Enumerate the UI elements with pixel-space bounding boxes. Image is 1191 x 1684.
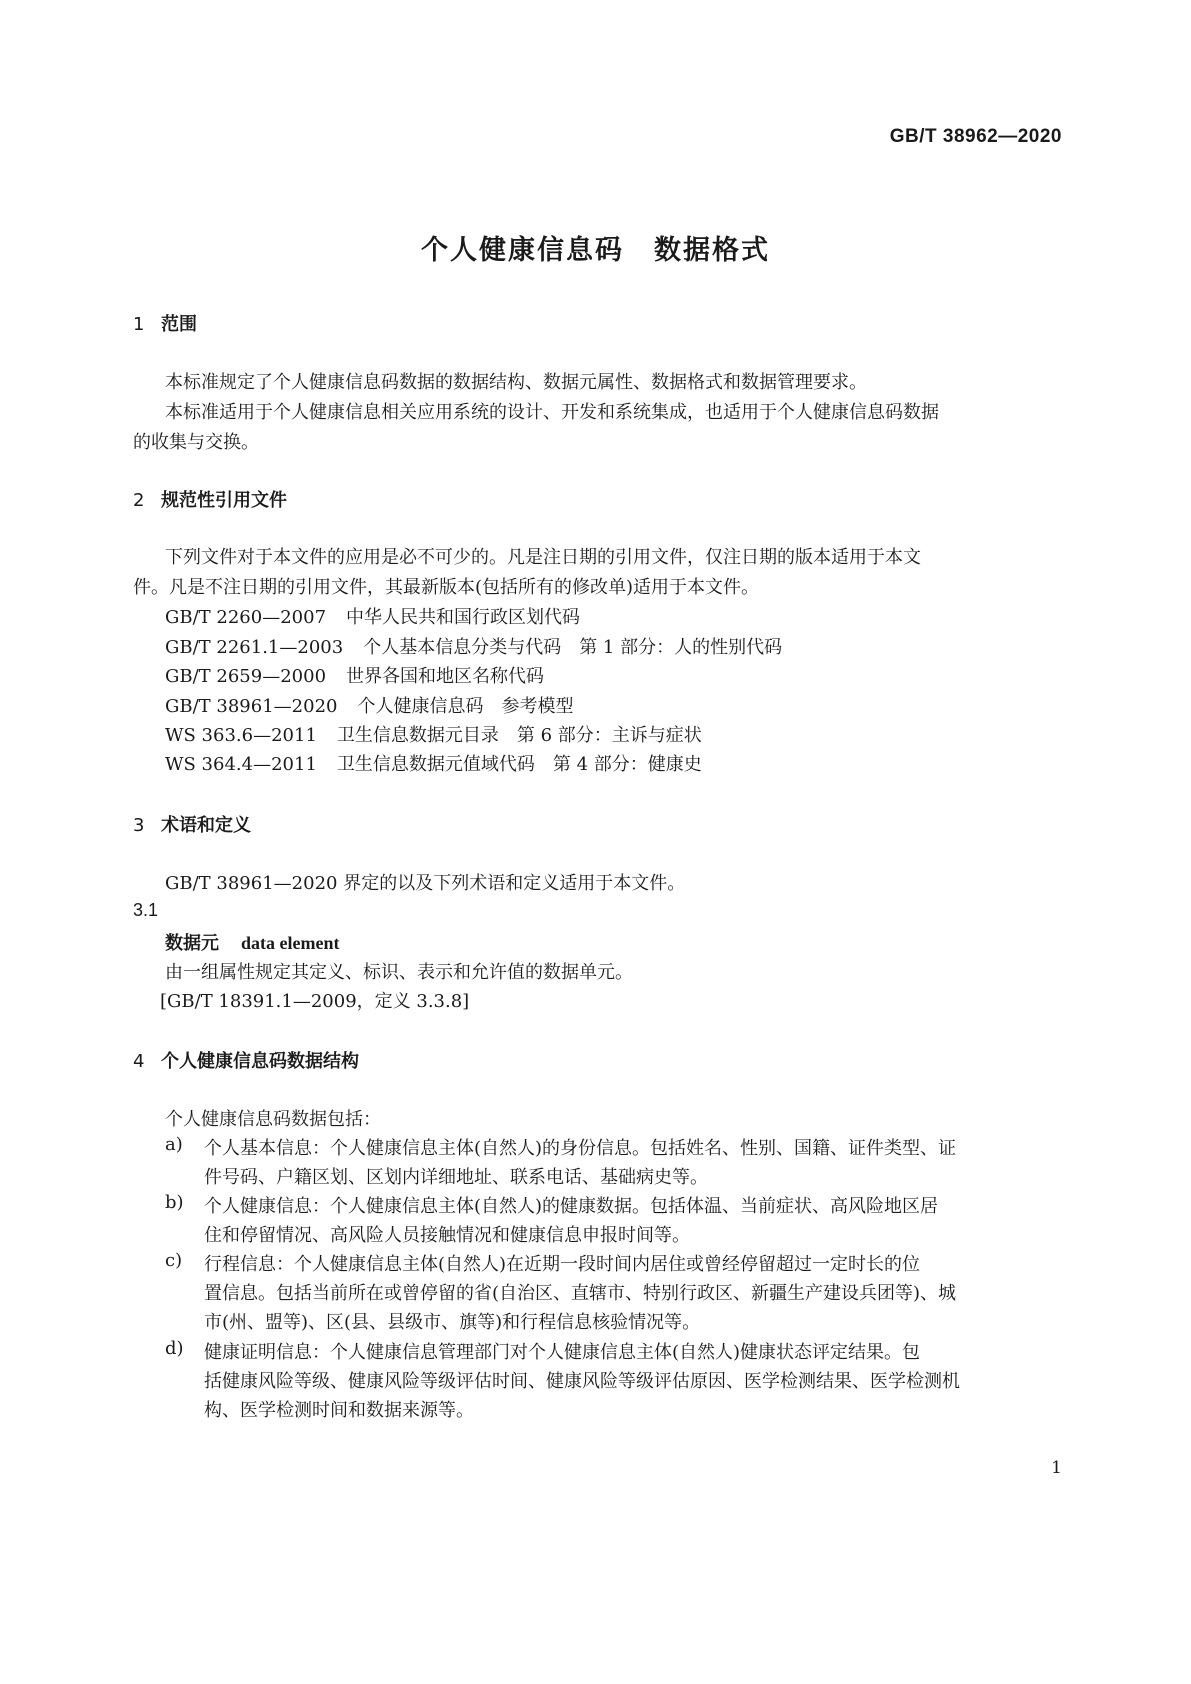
section-title: 术语和定义: [161, 815, 251, 836]
reference-item: [165, 662, 544, 688]
list-item-text: 健康证明信息：个人健康信息管理部门对个人健康信息主体(自然人)健康状态评定结果。包: [204, 1342, 921, 1363]
paragraph-continuation: 的收集与交换。: [133, 432, 259, 453]
list-item-text: 个人基本信息：个人健康信息主体(自然人)的身份信息。包括姓名、性别、国籍、证件类型、证: [204, 1138, 957, 1159]
section-title: 范围: [161, 314, 197, 335]
list-item-text: 括健康风险等级、健康风险等级评估时间、健康风险等级评估原因、医学检测结果、医学检测机: [204, 1371, 960, 1392]
section-number: 4: [133, 1051, 145, 1072]
list-item-text: 行程信息：个人健康信息主体(自然人)在近期一段时间内居住或曾经停留超过一定时长的位: [204, 1254, 921, 1275]
list-item-text: 个人健康信息：个人健康信息主体(自然人)的健康数据。包括体温、当前症状、高风险地区居: [204, 1196, 939, 1217]
section-title: 个人健康信息码数据结构: [161, 1051, 359, 1072]
list-item-text: 市(州、盟等)、区(县、县级市、旗等)和行程信息核验情况等。: [204, 1312, 701, 1333]
paragraph: 本标准适用于个人健康信息相关应用系统的设计、开发和系统集成，也适用于个人健康信息码数据: [165, 402, 939, 423]
reference-code: WS 364.4—2011: [165, 754, 317, 775]
section-number: 1: [133, 314, 145, 335]
reference-name: 世界各国和地区名称代码: [346, 666, 545, 687]
reference-name: 个人健康信息码 参考模型: [357, 696, 574, 717]
term-entry: [165, 929, 339, 955]
list-item-label: c): [165, 1250, 183, 1271]
term-definition: 由一组属性规定其定义、标识、表示和允许值的数据单元。: [165, 962, 633, 983]
list-item-label: b): [165, 1192, 184, 1213]
section-title: 规范性引用文件: [161, 490, 287, 511]
reference-item: [165, 633, 782, 659]
term-english: data element: [241, 933, 340, 953]
reference-name: 卫生信息数据元值域代码 第 4 部分：健康史: [336, 754, 702, 775]
paragraph: 下列文件对于本文件的应用是必不可少的。凡是注日期的引用文件，仅注日期的版本适用于本文: [165, 547, 921, 568]
term-chinese: 数据元: [165, 933, 219, 954]
standard-number: GB/T 38962—2020: [889, 126, 1062, 147]
section-2-heading: [133, 486, 287, 512]
reference-code: GB/T 2261.1—2003: [165, 637, 344, 658]
paragraph-continuation: 件。凡是不注日期的引用文件，其最新版本(包括所有的修改单)适用于本文件。: [133, 577, 760, 598]
reference-item: [165, 750, 702, 776]
section-1-heading: [133, 310, 197, 336]
reference-code: WS 363.6—2011: [165, 725, 317, 746]
reference-name: 个人基本信息分类与代码 第 1 部分：人的性别代码: [363, 637, 783, 658]
section-number: 2: [133, 490, 145, 511]
list-item-text: 置信息。包括当前所在或曾停留的省(自治区、直辖市、特别行政区、新疆生产建设兵团等)、城: [204, 1283, 957, 1304]
title-part1: 个人健康信息码: [421, 235, 624, 266]
section-4-heading: [133, 1047, 359, 1073]
paragraph: GB/T 38961—2020 界定的以及下列术语和定义适用于本文件。: [165, 873, 686, 894]
document-title: [0, 228, 1191, 267]
paragraph: 个人健康信息码数据包括：: [165, 1109, 381, 1130]
reference-code: GB/T 38961—2020: [165, 696, 338, 717]
list-item-label: a): [165, 1134, 183, 1155]
list-item-text: 构、医学检测时间和数据来源等。: [204, 1400, 474, 1421]
section-3-heading: [133, 811, 251, 837]
reference-item: [165, 692, 573, 718]
section-number: 3: [133, 815, 145, 836]
term-source: [GB/T 18391.1—2009，定义 3.3.8]: [160, 991, 470, 1012]
reference-item: [165, 603, 580, 629]
reference-code: GB/T 2659—2000: [165, 666, 327, 687]
list-item-text: 件号码、户籍区划、区划内详细地址、联系电话、基础病史等。: [204, 1167, 708, 1188]
reference-item: [165, 721, 702, 747]
title-part2: 数据格式: [654, 235, 770, 266]
reference-code: GB/T 2260—2007: [165, 607, 327, 628]
list-item-text: 住和停留情况、高风险人员接触情况和健康信息申报时间等。: [204, 1225, 690, 1246]
reference-name: 卫生信息数据元目录 第 6 部分：主诉与症状: [336, 725, 702, 746]
page-number: 1: [1051, 1458, 1062, 1478]
list-item-label: d): [165, 1338, 184, 1359]
reference-name: 中华人民共和国行政区划代码: [346, 607, 581, 628]
paragraph: 本标准规定了个人健康信息码数据的数据结构、数据元属性、数据格式和数据管理要求。: [165, 372, 867, 393]
term-number: 3.1: [133, 900, 159, 920]
